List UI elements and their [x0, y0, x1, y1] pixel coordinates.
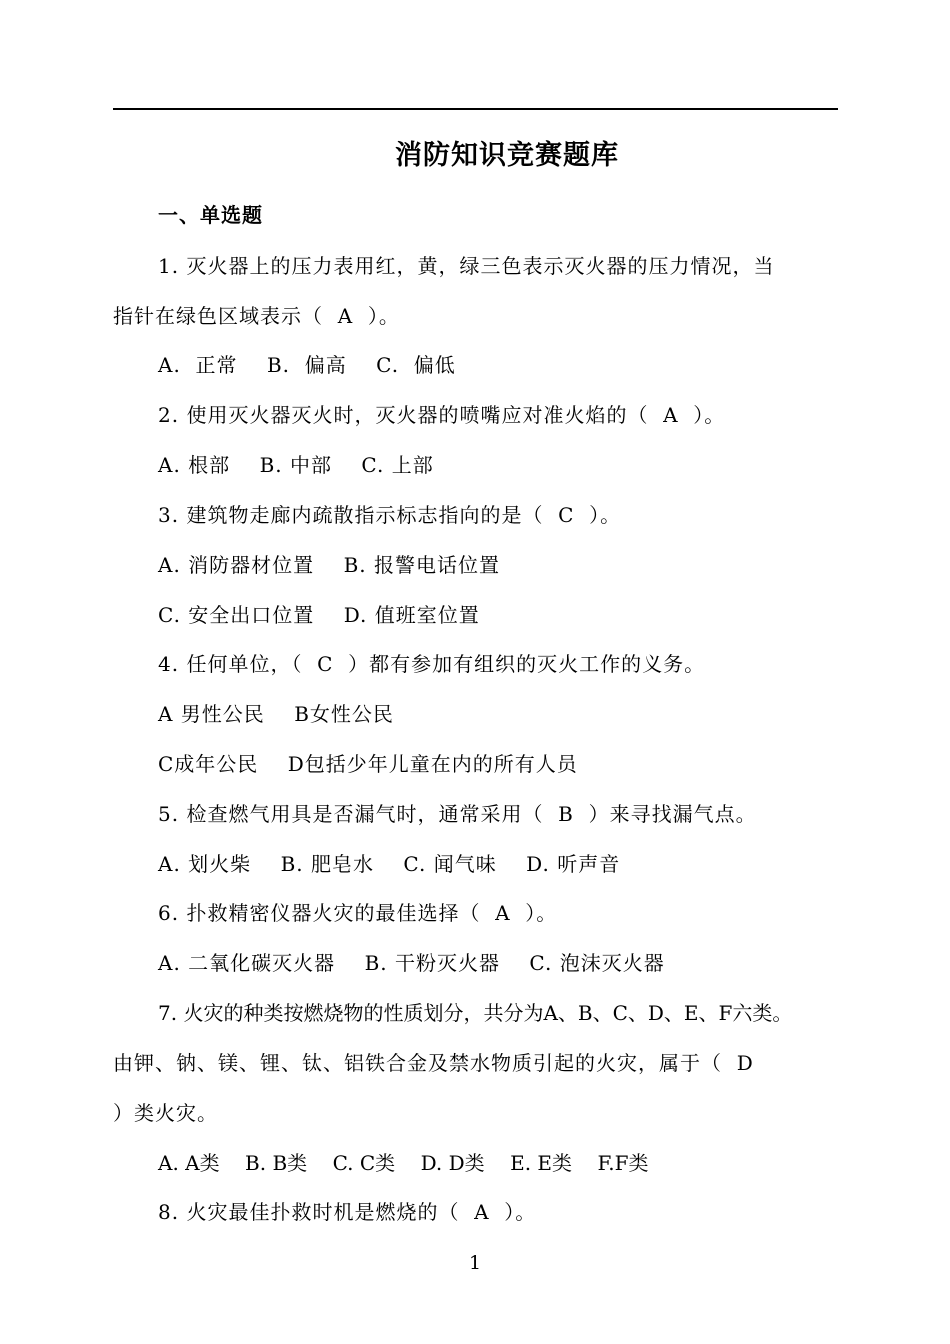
- question-3-options-1: A. 消防器材位置 B. 报警电话位置: [158, 553, 500, 577]
- page-number: 1: [468, 1252, 482, 1274]
- document-title: 消防知识竞赛题库: [395, 140, 619, 171]
- question-6-options: A. 二氧化碳灭火器 B. 干粉灭火器 C. 泡沫灭火器: [158, 951, 665, 975]
- question-3-options-2: C. 安全出口位置 D. 值班室位置: [158, 603, 480, 627]
- section-heading: 一、单选题: [158, 203, 263, 227]
- question-2-options: A. 根部 B. 中部 C. 上部: [158, 453, 434, 477]
- question-3: 3. 建筑物走廊内疏散指示标志指向的是（ C ）。: [158, 503, 622, 527]
- question-8: 8. 火灾最佳扑救时机是燃烧的（ A ）。: [158, 1200, 537, 1224]
- question-7-line-1: 7. 火灾的种类按燃烧物的性质划分，共分为A、B、C、D、E、F六类。: [158, 1001, 793, 1025]
- question-5-options: A. 划火柴 B. 肥皂水 C. 闻气味 D. 听声音: [158, 852, 621, 876]
- question-2: 2. 使用灭火器灭火时，灭火器的喷嘴应对准火焰的（ A ）。: [158, 403, 726, 427]
- question-4-options-2: C成年公民 D包括少年儿童在内的所有人员: [158, 752, 578, 776]
- question-4-options-1: A 男性公民 B女性公民: [158, 702, 394, 726]
- question-1-line-1: 1. 灭火器上的压力表用红，黄，绿三色表示灭火器的压力情况，当: [158, 254, 775, 278]
- question-5: 5. 检查燃气用具是否漏气时，通常采用（ B ）来寻找漏气点。: [158, 802, 757, 826]
- question-7-line-2: 由钾、钠、镁、锂、钛、铝铁合金及禁水物质引起的火灾，属于（ D: [113, 1051, 754, 1075]
- question-7-options: A. A类 B. B类 C. C类 D. D类 E. E类 F.F类: [158, 1151, 649, 1175]
- question-7-line-3: ）类火灾。: [113, 1101, 218, 1125]
- header-rule: [113, 108, 838, 110]
- question-4: 4. 任何单位，（ C ）都有参加有组织的灭火工作的义务。: [158, 652, 706, 676]
- question-6: 6. 扑救精密仪器火灾的最佳选择（ A ）。: [158, 901, 558, 925]
- question-1-options: A. 正常 B. 偏高 C. 偏低: [158, 353, 456, 377]
- question-1-line-2: 指针在绿色区域表示（ A ）。: [113, 304, 400, 328]
